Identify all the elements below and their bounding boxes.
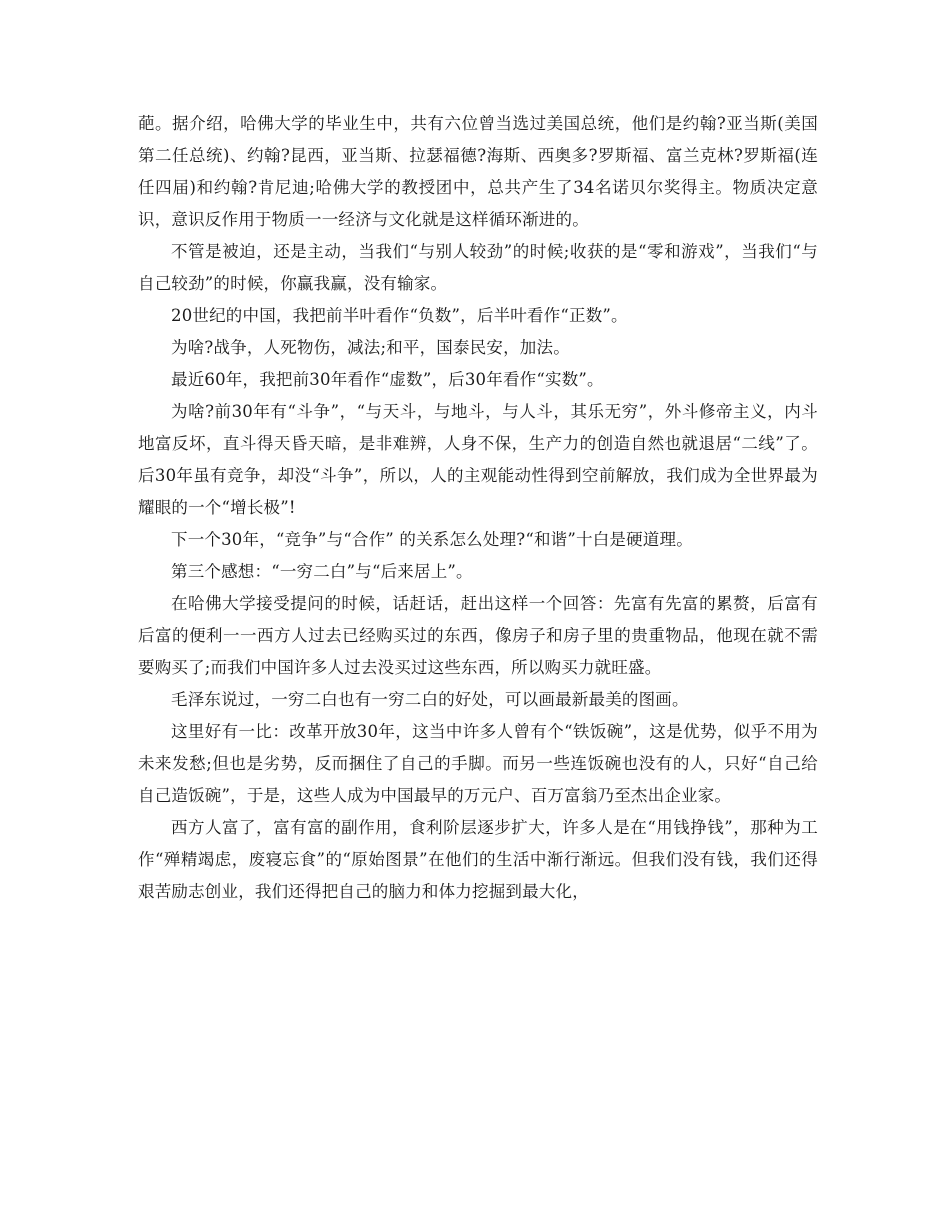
paragraph-4: 为啥?战争，人死物伤，减法;和平，国泰民安，加法。 <box>171 338 570 357</box>
paragraph-2: 不管是被迫，还是主动，当我们“与别人较劲”的时候;收获的是“零和游戏”，当我们“与自己较劲”的时候，你赢我赢，没有输家。 <box>138 242 818 293</box>
paragraph-6: 为啥?前30年有“斗争”，“与天斗，与地斗，与人斗，其乐无穷”，外斗修帝主义，内斗地富反坏，直斗得天昏天暗，是非难辨，人身不保，生产力的创造自然也就退居“二线”了。后30年虽有竞争，却没“斗争”，所以，人的主观能动性得到空前解放，我们成为全世界最为耀眼的一个“增长极”! <box>138 402 818 517</box>
paragraph-7: 下一个30年，“竞争”与“合作” 的关系怎么处理?“和谐”十白是硬道理。 <box>171 530 693 549</box>
paragraph-5: 最近60年，我把前30年看作“虚数”，后30年看作“实数”。 <box>171 370 604 389</box>
paragraph-1: 葩。据介绍，哈佛大学的毕业生中，共有六位曾当选过美国总统，他们是约翰?亚当斯(美国第二任总统)、约翰?昆西，亚当斯、拉瑟福德?海斯、西奥多?罗斯福、富兰克林?罗斯福(连任四届)和约翰?肯尼迪;哈佛大学的教授团中，总共产生了34名诺贝尔奖得主。物质决定意识，意识反作用于物质一一经济与文化就是这样循环渐进的。 <box>138 114 818 229</box>
paragraph-3: 20世纪的中国，我把前半叶看作“负数”，后半叶看作“正数”。 <box>171 306 628 325</box>
document-body <box>138 108 818 908</box>
paragraph-12: 西方人富了，富有富的副作用，食利阶层逐步扩大，许多人是在“用钱挣钱”，那种为工作“殚精竭虑，废寝忘食”的“原始图景”在他们的生活中渐行渐远。但我们没有钱，我们还得艰苦励志创业，我们还得把自己的脑力和体力挖掘到最大化， <box>138 818 818 901</box>
paragraph-9: 在哈佛大学接受提问的时候，话赶话，赶出这样一个回答：先富有先富的累赘，后富有后富的便利一一西方人过去已经购买过的东西，像房子和房子里的贵重物品，他现在就不需要购买了;而我们中国许多人过去没买过这些东西，所以购买力就旺盛。 <box>138 594 818 677</box>
paragraph-10: 毛泽东说过，一穷二白也有一穷二白的好处，可以画最新最美的图画。 <box>171 690 689 709</box>
paragraph-11: 这里好有一比：改革开放30年，这当中许多人曾有个“铁饭碗”，这是优势，似乎不用为未来发愁;但也是劣势，反而捆住了自己的手脚。而另一些连饭碗也没有的人，只好“自己给自己造饭碗”，于是，这些人成为中国最早的万元户、百万富翁乃至杰出企业家。 <box>138 722 818 805</box>
paragraph-8: 第三个感想：“一穷二白”与“后来居上”。 <box>171 562 473 581</box>
